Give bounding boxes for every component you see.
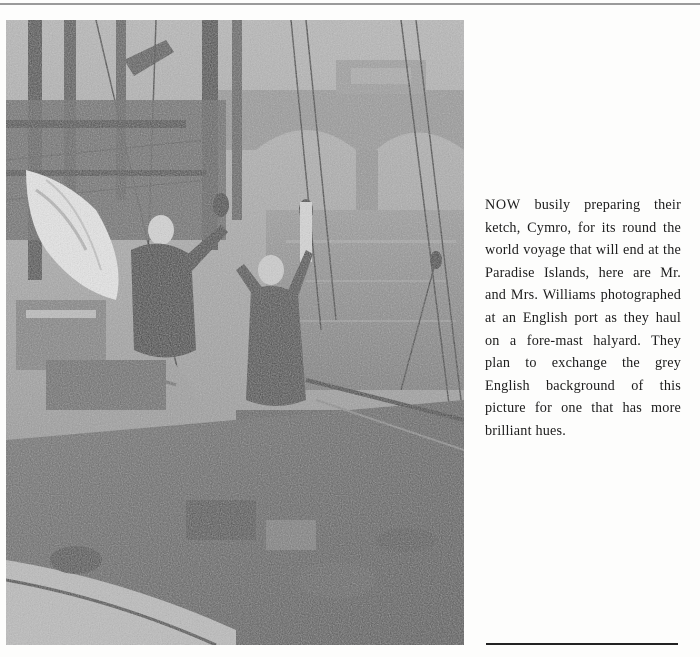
photo-graphic	[6, 20, 464, 645]
caption-lead-word: NOW	[485, 197, 521, 213]
caption-body: busily preparing their ketch, Cymro, for its round the world voyage that will end at the Paradise Islands, here are Mr. and Mrs. Williams photographed at an English port as they haul on a fore-mast halyard. They plan to exchange the grey English background of this picture for one that has more brilliant hues.	[485, 197, 681, 439]
top-rule	[0, 3, 700, 5]
photo-caption	[485, 194, 681, 443]
bottom-rule	[486, 643, 678, 645]
photo-ketch-deck	[6, 20, 464, 645]
